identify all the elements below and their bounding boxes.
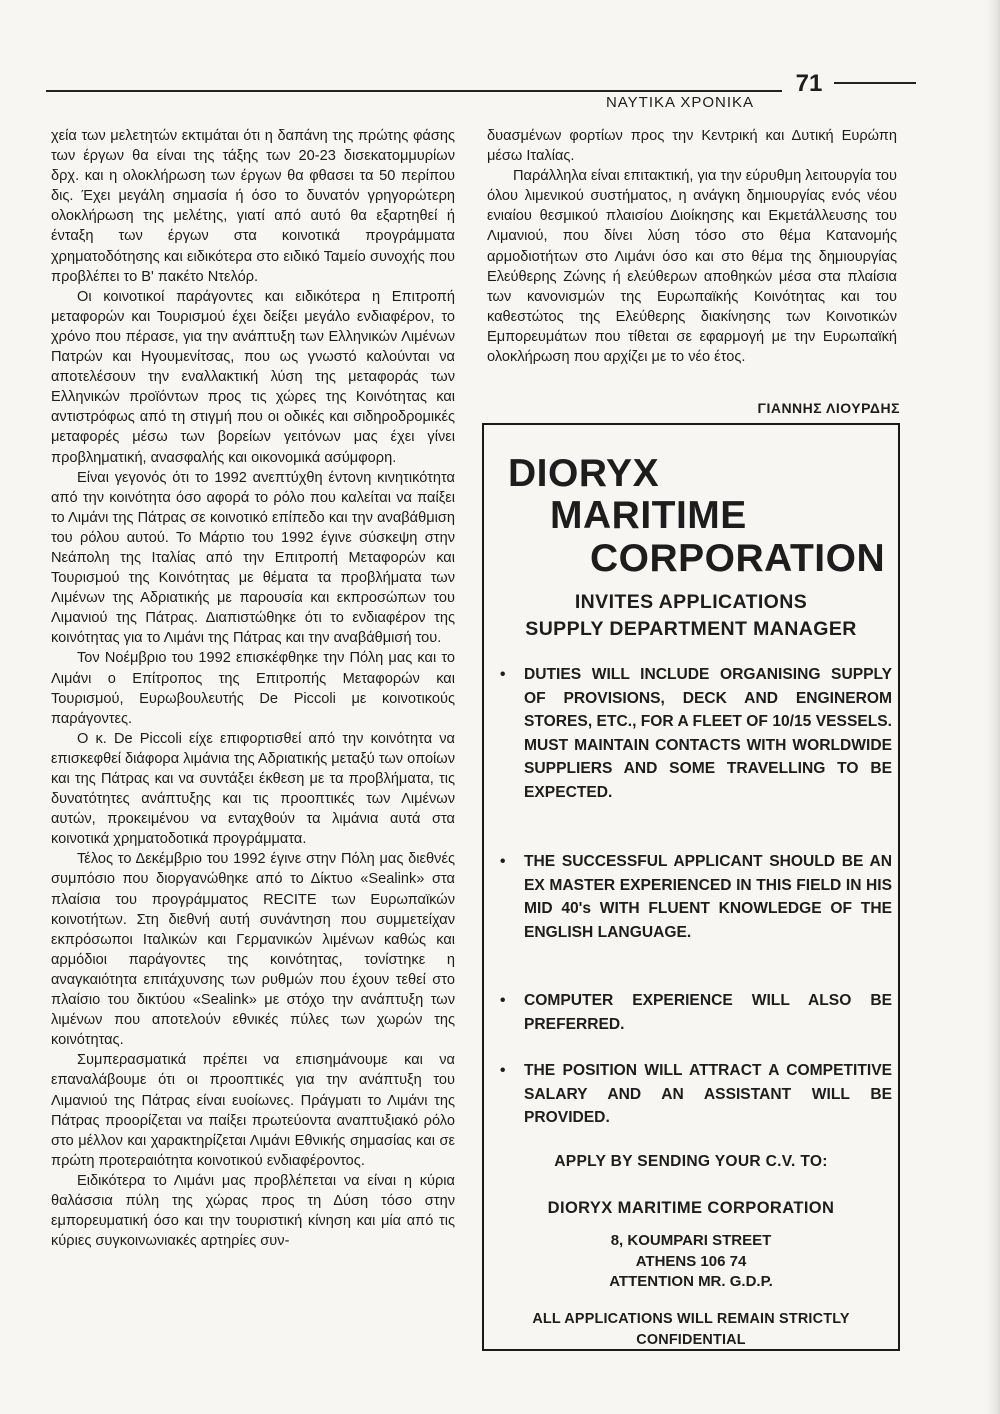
article-paragraph: δυασμένων φορτίων προς την Κεντρική και Δυτική Ευρώπη μέσω Ιταλίας. — [487, 128, 897, 165]
ad-bullet-text: THE SUCCESSFUL APPLICANT SHOULD BE AN EX MASTER EXPERIENCED IN THIS FIELD IN HIS MID 40's WITH FLUENT KNOWLEDGE OF THE ENGLISH LANGUAGE. — [524, 853, 892, 941]
ad-address-line: 8, KOUMPARI STREET — [610, 1232, 772, 1249]
header-rule-left — [46, 90, 782, 92]
page-edge-shadow — [986, 0, 1000, 1414]
ad-apply-instruction: APPLY BY SENDING YOUR C.V. TO: — [554, 1153, 828, 1170]
ad-bullet — [500, 1059, 892, 1130]
article-paragraph: Παράλληλα είναι επιτακτική, για την εύρυθμη λειτουργία του όλου λιμενικού συστήματος, η ανάγκη δημιουργίας ενός νέου ενιαίου θεσμικού πλαισίου Διοίκησης και Εκμετάλλευσης του Λιμανιού, που δίνει λύση τόσο στο θέμα Κατανομής αρμοδιοτήτων στο Λιμάνι όσο και στο θέμα της δημιουργίας Ελεύθερης Ζώνης ή ελεύθερων αποθηκών μέσα στα πλαίσια των κανονισμών της Ευρωπαϊκής Κοινότητας και του καθεστώτος της Ελεύθερης διακίνησης των Κοινοτικών Εμπορευμάτων που τίθεται σε εφαρμογή με την Ευρωπαϊκή ολοκλήρωση που αρχίζει με το νέο έτος. — [487, 168, 897, 366]
left-column — [51, 126, 455, 1251]
article-paragraph: Οι κοινοτικοί παράγοντες και ειδικότερα η Επιτροπή μεταφορών και Τουρισμού έχει δείξει μεγάλο ενδιαφέρον, το χρόνο που πέρασε, για την ανάπτυξη των Ελληνικών Λιμένων Πατρών και Ηγουμενίτσας, που ως γνωστό καλούνται να αποτελέσουν την εναλλακτική λύση της μεταφοράς των Ελληνικών προϊόντων προς τις χώρες της Κοινότητας και αντιστρόφως από τη στιγμή που οι οδικές και σιδηροδρομικές μεταφορές μέσω των βορείων γειτόνων μας έχει γίνει προβληματική, ανασφαλής και οικονομικά ασύμφορη. — [51, 288, 455, 466]
article-paragraph: Ειδικότερα το Λιμάνι μας προβλέπεται να είναι η κύρια θαλάσσια πύλη της χώρας προς τη Δύση τόσο στην εμπορευματική όσο και την τουριστική κίνηση και μία από τις κύριες συγκοινωνιακές αρτηρίες συν- — [51, 1172, 455, 1250]
header-rule-right — [834, 82, 916, 84]
job-advertisement — [482, 423, 900, 1351]
ad-heading — [484, 589, 898, 643]
ad-position: SUPPLY DEPARTMENT MANAGER — [525, 618, 857, 640]
article-author: ΓΙΑΝΝΗΣ ΛΙΟΥΡΔΗΣ — [757, 400, 900, 416]
running-title: ΝΑΥΤΙΚΑ ΧΡΟΝΙΚΑ — [605, 94, 755, 111]
article-paragraph: Συμπερασματικά πρέπει να επισημάνουμε και να επαναλάβουμε ότι οι προοπτικές για την ανάπτυξη του Λιμανιού της Πάτρας είναι ευοίωνες. Πράγματι το Λιμάνι της Πάτρας προορίζεται να παίξει πρωτεύοντα αναπτυξιακό ρόλο στο μέλλον και χαρακτηρίζεται Λιμάνι Εθνικής σημασίας και σε πρώτη προτεραιότητα κοινοτικού ενδιαφέροντος. — [51, 1052, 455, 1169]
ad-address-line: ATTENTION MR. G.D.P. — [609, 1273, 773, 1290]
ad-bullet-text: DUTIES WILL INCLUDE ORGANISING SUPPLY OF PROVISIONS, DECK AND ENGINEROM STORES, ETC., FOR A FLEET OF 10/15 VESSELS. MUST MAINTAIN CONTACTS WITH WORLDWIDE SUPPLIERS AND SOME TRAVELLING TO BE EXPECTED. — [524, 666, 892, 801]
ad-address — [484, 1231, 898, 1293]
article-paragraph: Είναι γεγονός ότι το 1992 ανεπτύχθη έντονη κινητικότητα από την κοινότητα όσο αφορά το ρόλο που καλείται να παίξει το Λιμάνι της Πάτρας σε κοινοτικό επίπεδο και την αναβάθμιση του ρόλου αυτού. Το Μάρτιο του 1992 έγινε σύσκεψη στην Νεάπολη της Ιταλίας από την Επιτροπή Μεταφορών και Τουρισμού της Κοινότητας με θέματα τα προβλήματα των Λιμένων της Αδριατικής με παρουσία και εκπροσώπων του Λιμανιού της Πάτρας. Διαπιστώθηκε ότι το ενδιαφέρον της κοινότητας για το Λιμάνι της Πάτρας και την αναβάθμισή του. — [51, 469, 455, 647]
ad-bullet-text: COMPUTER EXPERIENCE WILL ALSO BE PREFERRED. — [524, 992, 892, 1033]
ad-bullet — [500, 989, 892, 1036]
bullet-icon: • — [500, 992, 506, 1009]
ad-company-line2: MARITIME — [550, 494, 747, 537]
ad-bullet — [500, 850, 892, 944]
bullet-icon: • — [500, 1062, 506, 1079]
article-paragraph: Ο κ. De Piccoli είχε επιφορτισθεί από την κοινότητα να επισκεφθεί διάφορα λιμάνια της Αδριατικής μεταξύ των οποίων και της Πάτρας και να συντάξει έκθεση με τα προβλήματα, τις δυνατότητες ανάπτυξης και τις προοπτικές των Λιμένων αυτών, προκειμένου να ενταχθούν τα λιμάνια αυτά στα κοινοτικά χρηματοδοτικά προγράμματα. — [51, 730, 455, 848]
article-paragraph: Τον Νοέμβριο του 1992 επισκέφθηκε την Πόλη μας και το Λιμάνι ο Επίτροπος της Επιτροπής Μεταφορών και Τουρισμού, Ευρωβουλευτής De Piccoli με κοινοτικούς παράγοντες. — [51, 650, 455, 727]
bullet-icon: • — [500, 666, 506, 683]
ad-bullet-text: THE POSITION WILL ATTRACT A COMPETITIVE SALARY AND AN ASSISTANT WILL BE PROVIDED. — [524, 1062, 892, 1126]
page-number: 71 — [795, 70, 823, 97]
ad-address-line: ATHENS 106 74 — [635, 1252, 747, 1270]
right-column — [487, 126, 897, 367]
ad-invites: INVITES APPLICATIONS — [574, 591, 808, 613]
ad-bullet — [500, 663, 892, 804]
article-paragraph: χεία των μελετητών εκτιμάται ότι η δαπάνη της πρώτης φάσης των έργων θα είναι της τάξης των 20-23 δισεκατομμυρίων δρχ. και η ολοκλήρωση των έργων θα φθασει τα 50 περίπου δις. Έχει μεγάλη σημασία ή όσο το δυνατόν γρηγορώτερη ολοκλήρωση της μελέτης, γιατί από αυτό θα εξαρτηθεί ή ένταξη των έργων στα κοινοτικά προγράμματα χρηματοδότησης και ειδικότερα στο ειδικό Ταμείο συνοχής που προβλέπει το Β' πακέτο Ντελόρ. — [51, 128, 455, 285]
ad-corp-name: DIORYX MARITIME CORPORATION — [547, 1199, 835, 1217]
ad-confidential-note: ALL APPLICATIONS WILL REMAIN STRICTLY CONFIDENTIAL — [532, 1311, 850, 1348]
bullet-icon: • — [500, 853, 506, 870]
article-paragraph: Τέλος το Δεκέμβριο του 1992 έγινε στην Πόλη μας διεθνές συμπόσιο που διοργανώθηκε από το Δίκτυο «Sealink» στα πλαίσια του προγράμματος RECITE των Ευρωπαϊκών κοινοτήτων. Στη διεθνή αυτή συνάντηση που συμμετείχαν εκπρόσωποι Ιταλικών και Γερμανικών λιμένων καθώς και αρμόδιοι παράγοντες της κοινότητας, τονίστηκε η αναγκαιότητα επιτάχυνσης των ρυθμών που έχουν τεθεί στο πλαίσιο του δικτύου «Sealink» με στόχο την ανάπτυξη των λιμένων που αποτελούν εθνικές πύλες των χωρών της κοινότητας. — [51, 851, 455, 1049]
ad-company-line1: DIORYX — [508, 452, 660, 495]
ad-company-line3: CORPORATION — [590, 537, 886, 580]
